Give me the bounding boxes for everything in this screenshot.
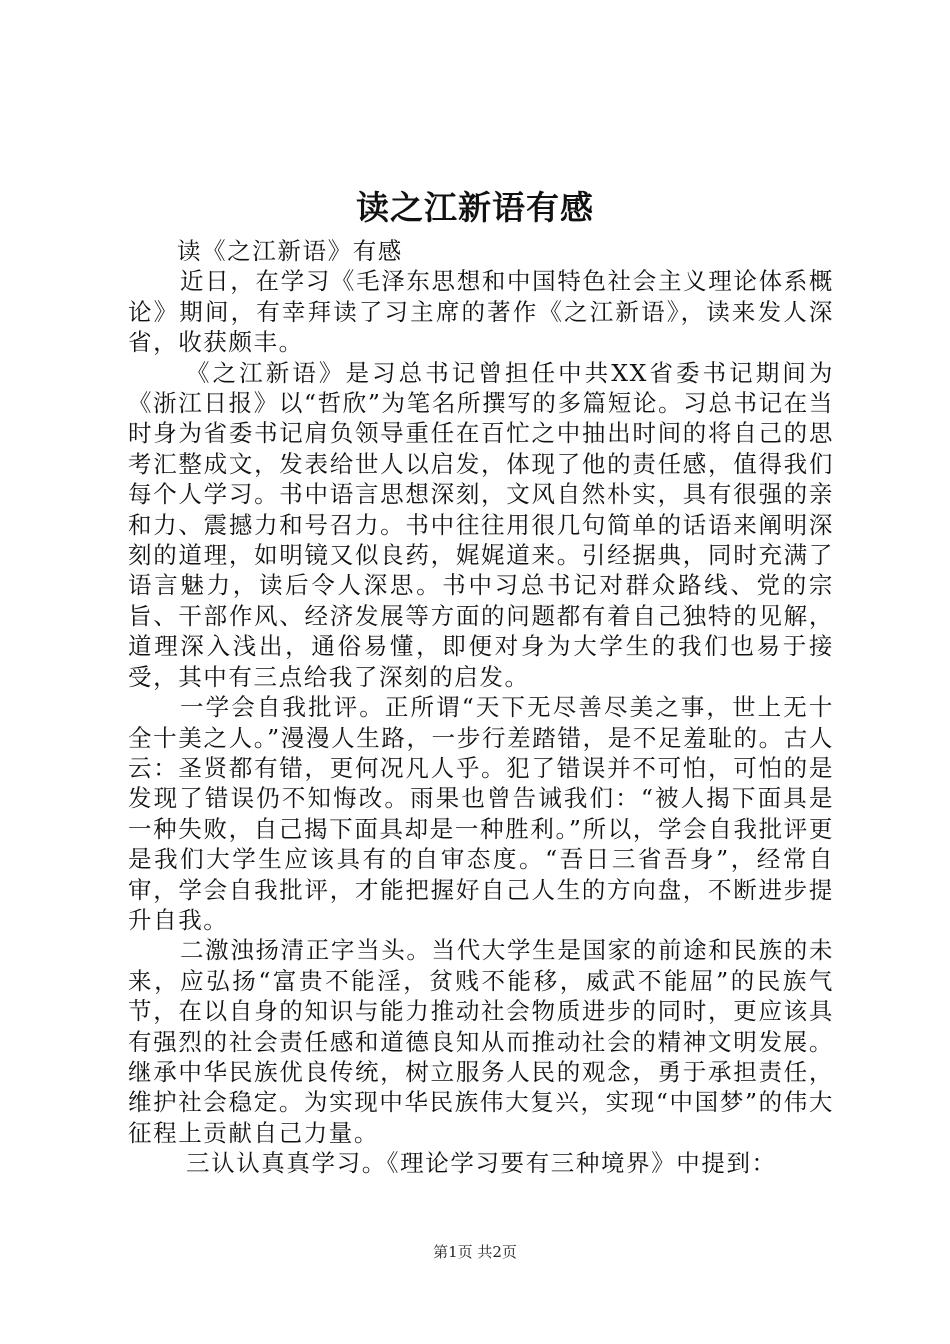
document-body xyxy=(128,236,834,1179)
document-subtitle: 读《之江新语》有感 xyxy=(177,237,403,265)
paragraph-book-overview: 《之江新语》是习总书记曾担任中共XX省委书记期间为《浙江日报》以“哲欣”为笔名所撰写的多篇短论。习总书记在当时身为省委书记肩负领导重任在百忙之中抽出时间的将自己的思考汇整成文，发表给世人以启发，体现了他的责任感，值得我们每个人学习。书中语言思想深刻，文风自然朴实，具有很强的亲和力、震撼力和号召力。书中往往用很几句简单的话语来阐明深刻的道理，如明镜又似良药，娓娓道来。引经据典，同时充满了语言魅力，读后令人深思。书中习总书记对群众路线、党的宗旨、干部作风、经济发展等方面的问题都有着自己独特的见解，道理深入浅出，通俗易懂，即便对身为大学生的我们也易于接受，其中有三点给我了深刻的启发。 xyxy=(128,358,834,691)
page-footer: 第1页 共2页 xyxy=(433,1243,517,1261)
document-title: 读之江新语有感 xyxy=(356,188,594,227)
paragraph-point-three: 三认认真真学习。《理论学习要有三种境界》中提到： xyxy=(186,1149,777,1178)
paragraph-point-one: 一学会自我批评。正所谓“天下无尽善尽美之事，世上无十全十美之人。”漫漫人生路，一步行差踏错，是不足羞耻的。古人云：圣贤都有错，更何况凡人乎。犯了错误并不可怕，可怕的是发现了错误仍不知悔改。雨果也曾告诫我们：“被人揭下面具是一种失败，自己揭下面具却是一种胜利。”所以，学会自我批评更是我们大学生应该具有的自审态度。“吾日三省吾身”，经常自审，学会自我批评，才能把握好自己人生的方向盘，不断进步提升自我。 xyxy=(128,693,834,934)
paragraph-intro: 近日，在学习《毛泽东思想和中国特色社会主义理论体系概论》期间，有幸拜读了习主席的著作《之江新语》，读来发人深省，收获颇丰。 xyxy=(128,267,834,357)
paragraph-point-two: 二激浊扬清正字当头。当代大学生是国家的前途和民族的未来，应弘扬“富贵不能淫，贫贱不能移，威武不能屈”的民族气节，在以自身的知识与能力推动社会物质进步的同时，更应该具有强烈的社会责任感和道德良知从而推动社会的精神文明发展。继承中华民族优良传统，树立服务人民的观念，勇于承担责任，维护社会稳定。为实现中华民族伟大复兴，实现“中国梦”的伟大征程上贡献自己力量。 xyxy=(128,936,834,1147)
